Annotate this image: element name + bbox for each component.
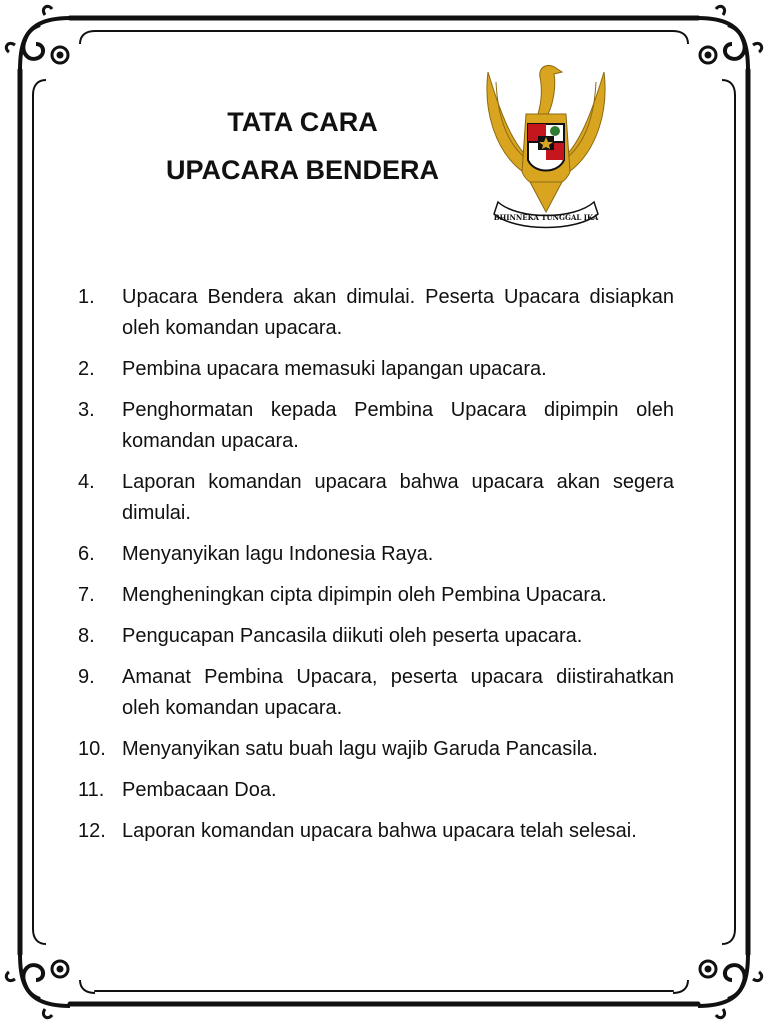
step-number: 6. [78,543,95,565]
step-text: Mengheningkan cipta dipimpin oleh Pembina Upacara. [122,584,607,606]
title-line-1: TATA CARA [227,107,378,137]
list-item [78,282,674,344]
step-number: 11. [78,779,105,801]
step-number: 7. [78,584,95,606]
title-line-2: UPACARA BENDERA [165,155,439,185]
list-item [78,662,674,724]
list-item [78,580,674,611]
step-text: Menyanyikan satu buah lagu wajib Garuda Pancasila. [122,738,598,760]
step-text: Amanat Pembina Upacara, peserta upacara diistirahatkan oleh komandan upacara. [122,666,674,719]
step-text: Menyanyikan lagu Indonesia Raya. [122,543,434,565]
garuda-pancasila-emblem [478,52,614,242]
step-text: Laporan komandan upacara bahwa upacara akan segera dimulai. [122,471,674,524]
ceremony-steps-list [78,282,674,857]
step-number: 12. [78,820,106,842]
list-item [78,775,674,806]
motto-text: BHINNEKA TUNGGAL IKA [493,213,599,222]
step-number: 3. [78,399,95,421]
step-number: 2. [78,358,95,380]
step-text: Pembacaan Doa. [122,779,277,801]
step-number: 4. [78,471,95,493]
step-number: 9. [78,666,95,688]
list-item [78,734,674,765]
step-number: 1. [78,286,95,308]
list-item [78,816,674,847]
list-item [78,539,674,570]
step-text: Penghormatan kepada Pembina Upacara dipimpin oleh komandan upacara. [122,399,674,452]
step-text: Laporan komandan upacara bahwa upacara telah selesai. [122,820,637,842]
step-number: 8. [78,625,95,647]
list-item [78,354,674,385]
list-item [78,621,674,652]
step-text: Pengucapan Pancasila diikuti oleh peserta upacara. [122,625,583,647]
list-item [78,395,674,457]
list-item [78,467,674,529]
step-text: Pembina upacara memasuki lapangan upacara. [122,358,547,380]
step-number: 10. [78,738,106,760]
step-text: Upacara Bendera akan dimulai. Peserta Upacara disiapkan oleh komandan upacara. [122,286,674,339]
